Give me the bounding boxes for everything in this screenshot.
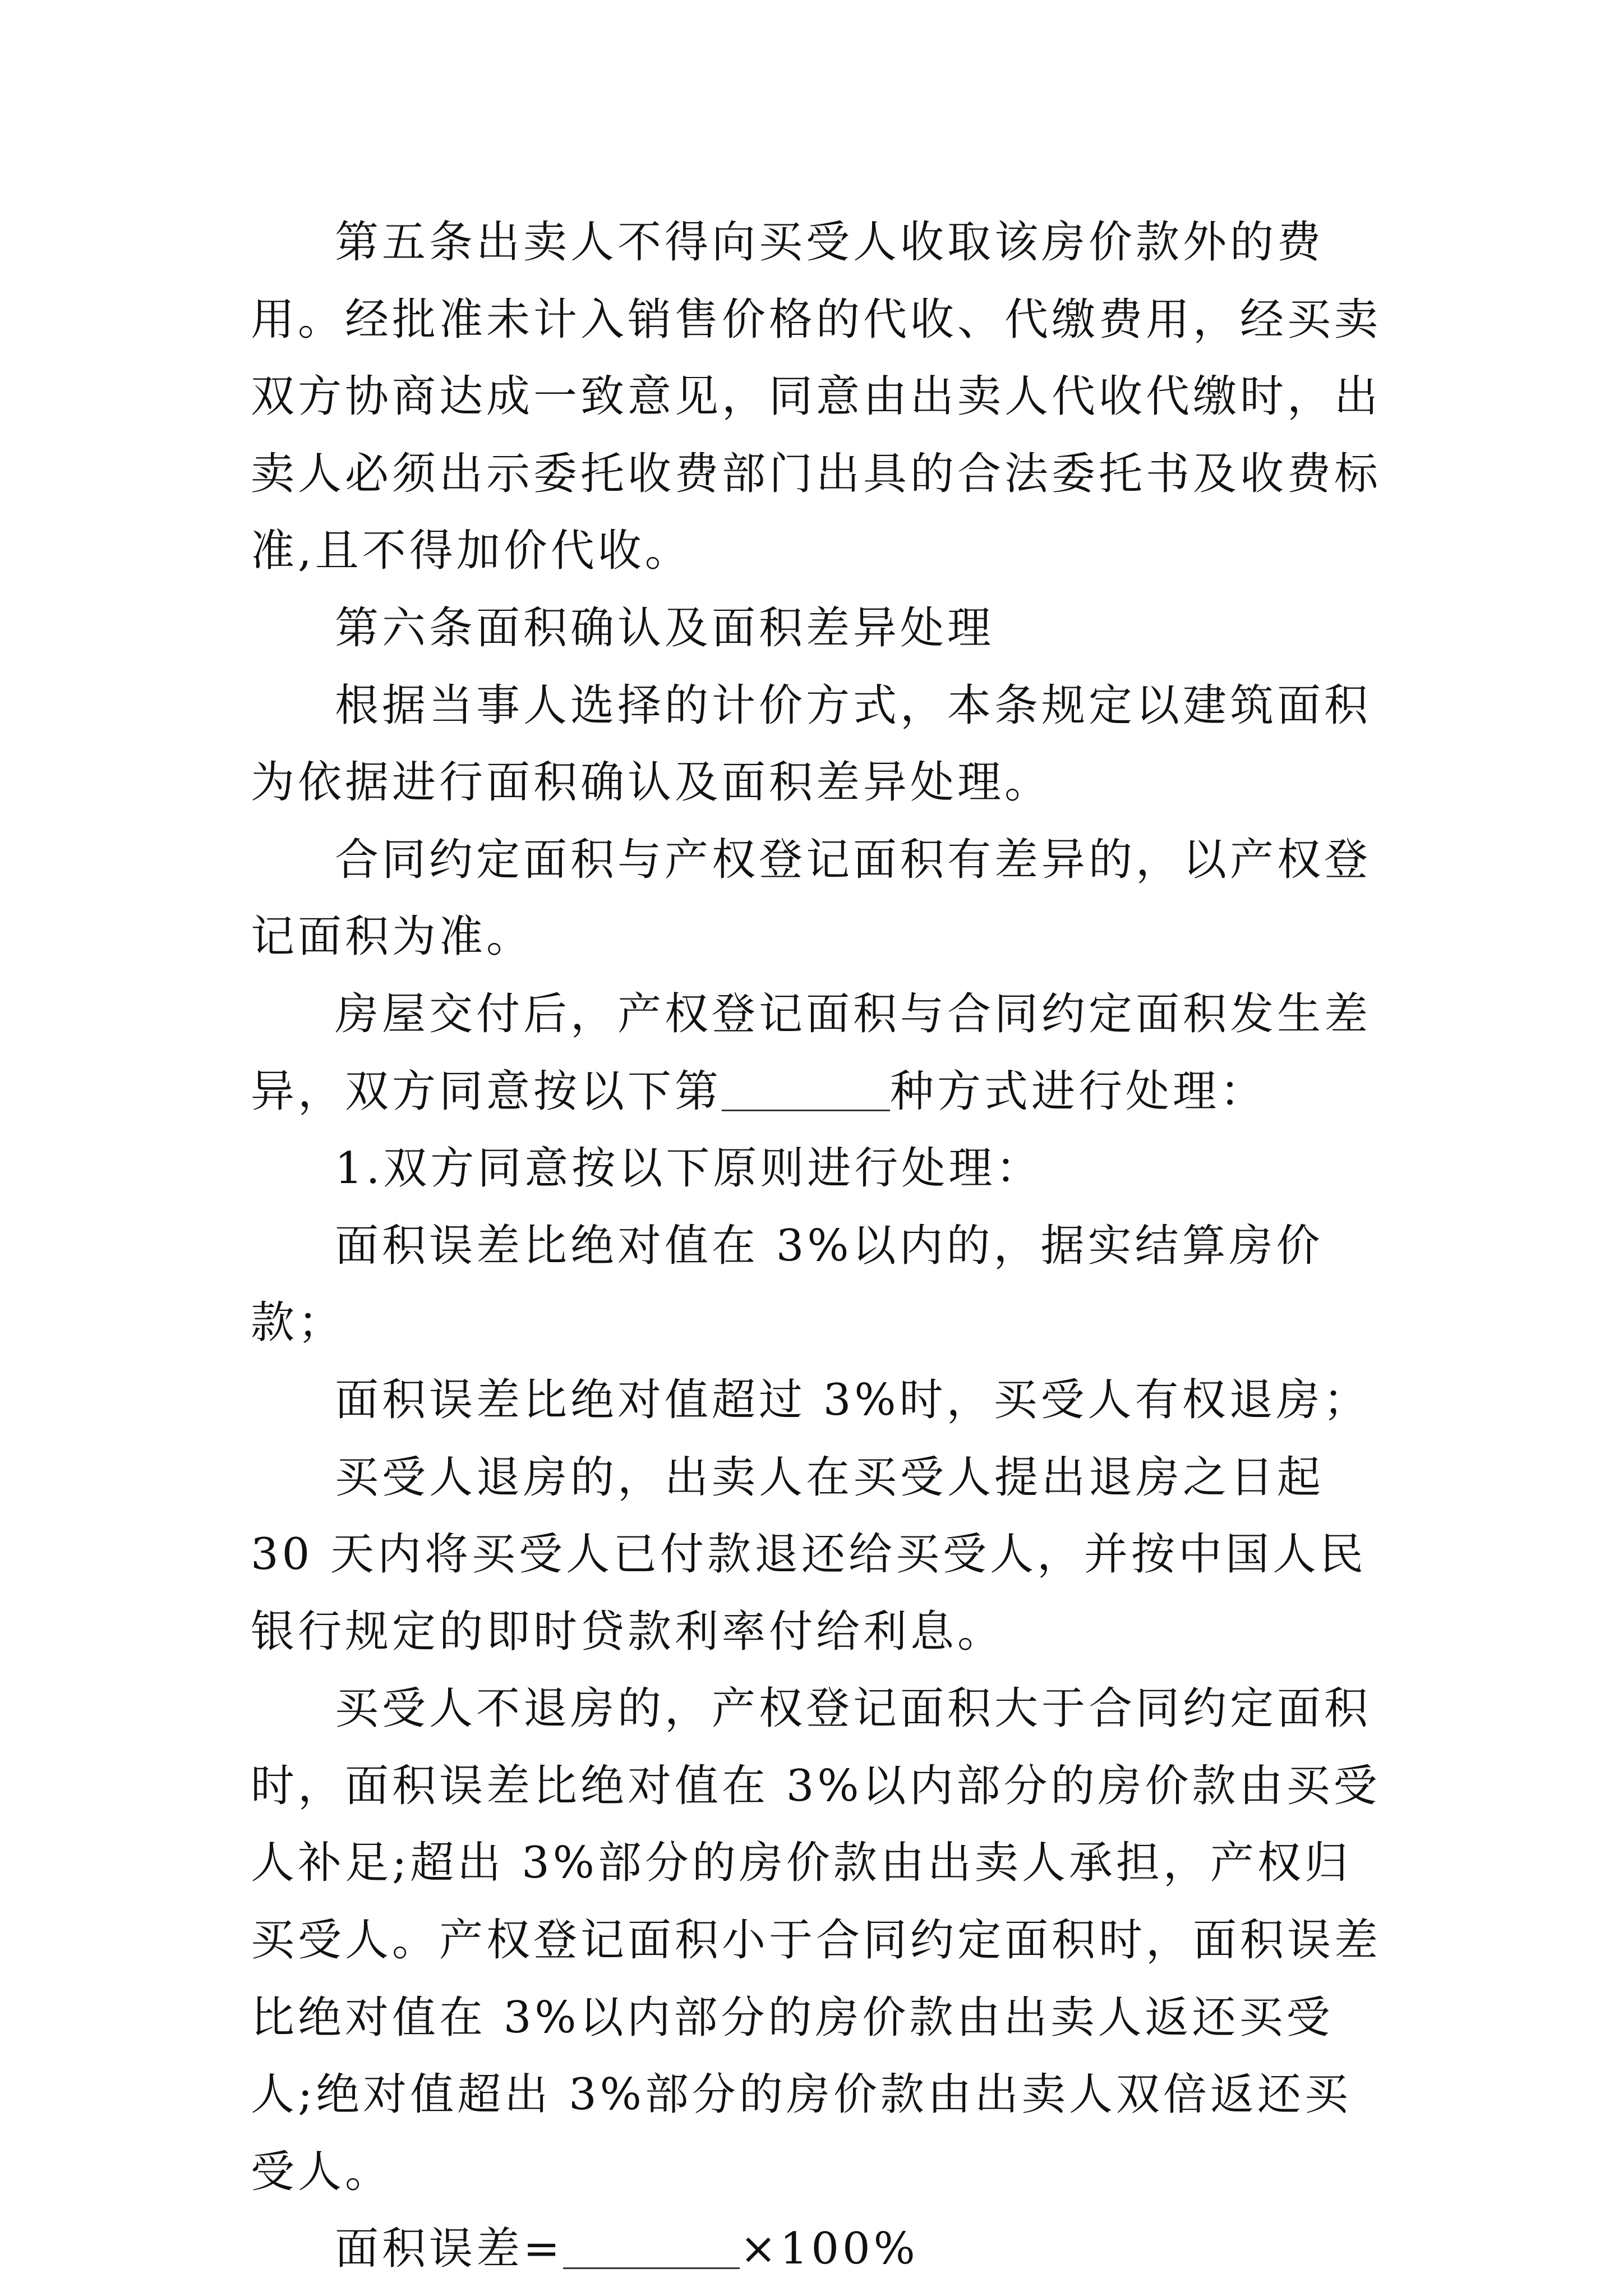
paragraph: 合同约定面积与产权登记面积有差异的，以产权登记面积为准。: [251, 834, 1372, 963]
paragraph: 面积误差比绝对值在 3%以内的，据实结算房价款；: [251, 1220, 1324, 1349]
document-body: [251, 204, 1384, 2288]
text-fragment: 面积误差=: [335, 2224, 564, 2275]
text-fragment: 种方式进行处理：: [890, 1066, 1267, 1117]
paragraph: 根据当事人选择的计价方式，本条规定以建筑面积为依据进行面积确认及面积差异处理。: [251, 680, 1372, 808]
paragraph: 买受人不退房的，产权登记面积大于合同约定面积时，面积误差比绝对值在 3%以内部分的房价款由买受人补足;超出 3%部分的房价款由出卖人承担，产权归买受人。产权登记面积小于合同约定面积时，面积误差比绝对值在 3%以内部分的房价款由出卖人返还买受人;绝对值超出 3%部分的房价款由出卖人双倍返还买受人。: [251, 1683, 1382, 2197]
fill-in-blank[interactable]: [722, 1066, 890, 1111]
text-fragment: ×100%: [740, 2224, 919, 2275]
paragraph-choice: [251, 976, 1384, 1130]
paragraph: 买受人退房的，出卖人在买受人提出退房之日起 30 天内将买受人已付款退还给买受人，并按中国人民银行规定的即时贷款利率付给利息。: [251, 1452, 1367, 1657]
text-fragment: 房屋交付后，产权登记面积与合同约定面积发生差异，双方同意按以下第: [251, 988, 1372, 1117]
fill-in-blank[interactable]: [563, 2224, 740, 2269]
formula-line: [251, 2211, 1384, 2288]
paragraph: 面积误差比绝对值超过 3%时，买受人有权退房；: [335, 1374, 1371, 1425]
paragraph: 第五条出卖人不得向买受人收取该房价款外的费用。经批准未计入销售价格的代收、代缴费用，经买卖双方协商达成一致意见，同意由出卖人代收代缴时，出卖人必须出示委托收费部门出具的合法委托书及收费标准,且不得加价代收。: [251, 217, 1382, 577]
section-heading: 第六条面积确认及面积差异处理: [335, 602, 995, 654]
paragraph: 1.双方同意按以下原则进行处理：: [335, 1143, 1043, 1194]
